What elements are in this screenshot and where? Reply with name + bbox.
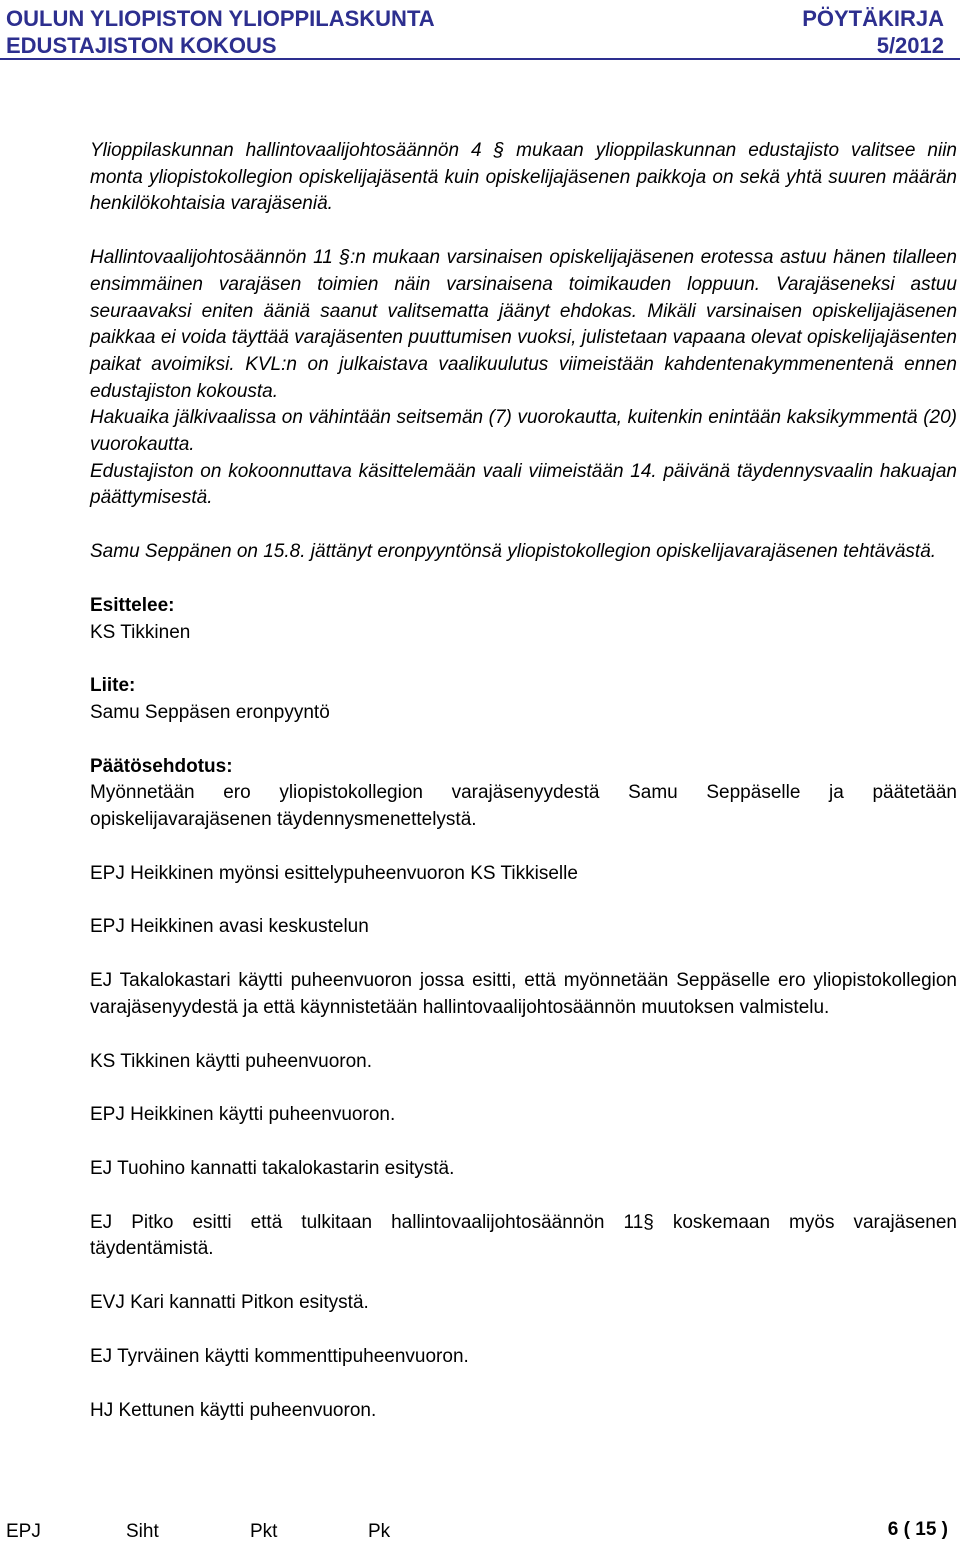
document-header xyxy=(0,0,960,62)
paragraph-resignation: Samu Seppänen on 15.8. jättänyt eronpyyntönsä yliopistokollegion opiskelijavarajäsenen tehtävästä. xyxy=(90,541,937,563)
header-divider xyxy=(0,58,960,60)
presenter-label: Esittelee: xyxy=(90,594,175,616)
proposal-text: Myönnetään ero yliopistokollegion varajäsenyydestä Samu Seppäselle ja päätetään opiskelijavarajäsenen täydennysmenettelystä. xyxy=(90,782,957,831)
rules-italic: Hallintovaalijohtosäännön 11 §:n mukaan varsinaisen opiskelijajäsenen erotessa astuu hänen tilalleen ensimmäinen varajäsen toimien näin varsinaisena toimikauden loppuun. Varajäseneksi astuu seuraavaksi eniten ääniä saanut valitsematta jäänyt ehdokas. xyxy=(90,247,957,322)
paragraph-rules xyxy=(90,245,957,405)
organization-name: OULUN YLIOPISTON YLIOPPILASKUNTA xyxy=(6,6,435,31)
minutes-entry: KS Tikkinen käytti puheenvuoron. xyxy=(90,1050,373,1072)
header-left xyxy=(6,5,435,59)
meeting-name: EDUSTAJISTON KOKOUS xyxy=(6,33,277,58)
minutes-entry: EPJ Heikkinen myönsi esittelypuheenvuoron KS Tikkiselle xyxy=(90,862,578,884)
minutes-entry: EPJ Heikkinen käytti puheenvuoron. xyxy=(90,1104,396,1126)
presenter-value: KS Tikkinen xyxy=(90,621,191,643)
minutes-entry: EJ Takalokastari käytti puheenvuoron jossa esitti, että myönnetään Seppäselle ero yliopistokollegion varajäsenyydestä ja että käynnistetään hallintovaalijohtosäännön muutoksen valmistelu. xyxy=(90,970,957,1018)
page-number: 6 ( 15 ) xyxy=(887,1519,948,1540)
document-body xyxy=(90,138,957,1424)
minutes-entry: HJ Kettunen käytti puheenvuoron. xyxy=(90,1399,377,1421)
proposal-label: Päätösehdotus: xyxy=(90,755,233,777)
paragraph-deadline: Edustajiston on kokoonnuttava käsittelemään vaali viimeistään 14. päivänä täydennysvaalin hakuajan päättymisestä. xyxy=(90,460,957,509)
minutes-entry: EPJ Heikkinen avasi keskustelun xyxy=(90,916,369,938)
attachment-label: Liite: xyxy=(90,675,136,697)
minutes-entry: EJ Tyrväinen käytti kommenttipuheenvuoron. xyxy=(90,1345,469,1367)
footer-initials-pkt: Pkt xyxy=(250,1521,278,1542)
paragraph-intro: Ylioppilaskunnan hallintovaalijohtosäännön 4 § mukaan ylioppilaskunnan edustajisto valitsee niin monta yliopistokollegion opiskelijajäsentä kuin opiskelijajäsenen paikkoja on sekä yhtä suuren määrän henkilökohtaisia varajäseniä. xyxy=(90,140,957,215)
minutes-entry: EVJ Kari kannatti Pitkon esitystä. xyxy=(90,1292,369,1314)
footer-initials-siht: Siht xyxy=(126,1521,159,1542)
document-number: 5/2012 xyxy=(876,33,944,58)
minutes-entry: EJ Tuohino kannatti takalokastarin esitystä. xyxy=(90,1157,455,1179)
rules-continued: Mikäli varsinaisen opiskelijajäsenen paikkaa ei voida täyttää varajäsenten puuttumisen vuoksi, julistetaan vapaana olevat opiskelijajäsenten paikat avoimiksi. KVL:n on julkaistava vaalikuulutus viimeistään kahdentenakymmenentenä ennen edustajiston kokousta. xyxy=(90,300,958,402)
header-right xyxy=(802,5,944,59)
document-footer xyxy=(0,1517,960,1543)
footer-initials-epj: EPJ xyxy=(6,1521,41,1542)
paragraph-application-period: Hakuaika jälkivaalissa on vähintään seitsemän (7) vuorokautta, kuitenkin enintään kaksikymmentä (20) vuorokautta. xyxy=(90,407,957,456)
document-type: PÖYTÄKIRJA xyxy=(802,6,944,31)
attachment-value: Samu Seppäsen eronpyyntö xyxy=(90,701,330,723)
footer-initials-pk: Pk xyxy=(368,1521,391,1542)
minutes-entry: EJ Pitko esitti että tulkitaan hallintovaalijohtosäännön 11§ koskemaan myös varajäsenen täydentämistä. xyxy=(90,1211,957,1260)
